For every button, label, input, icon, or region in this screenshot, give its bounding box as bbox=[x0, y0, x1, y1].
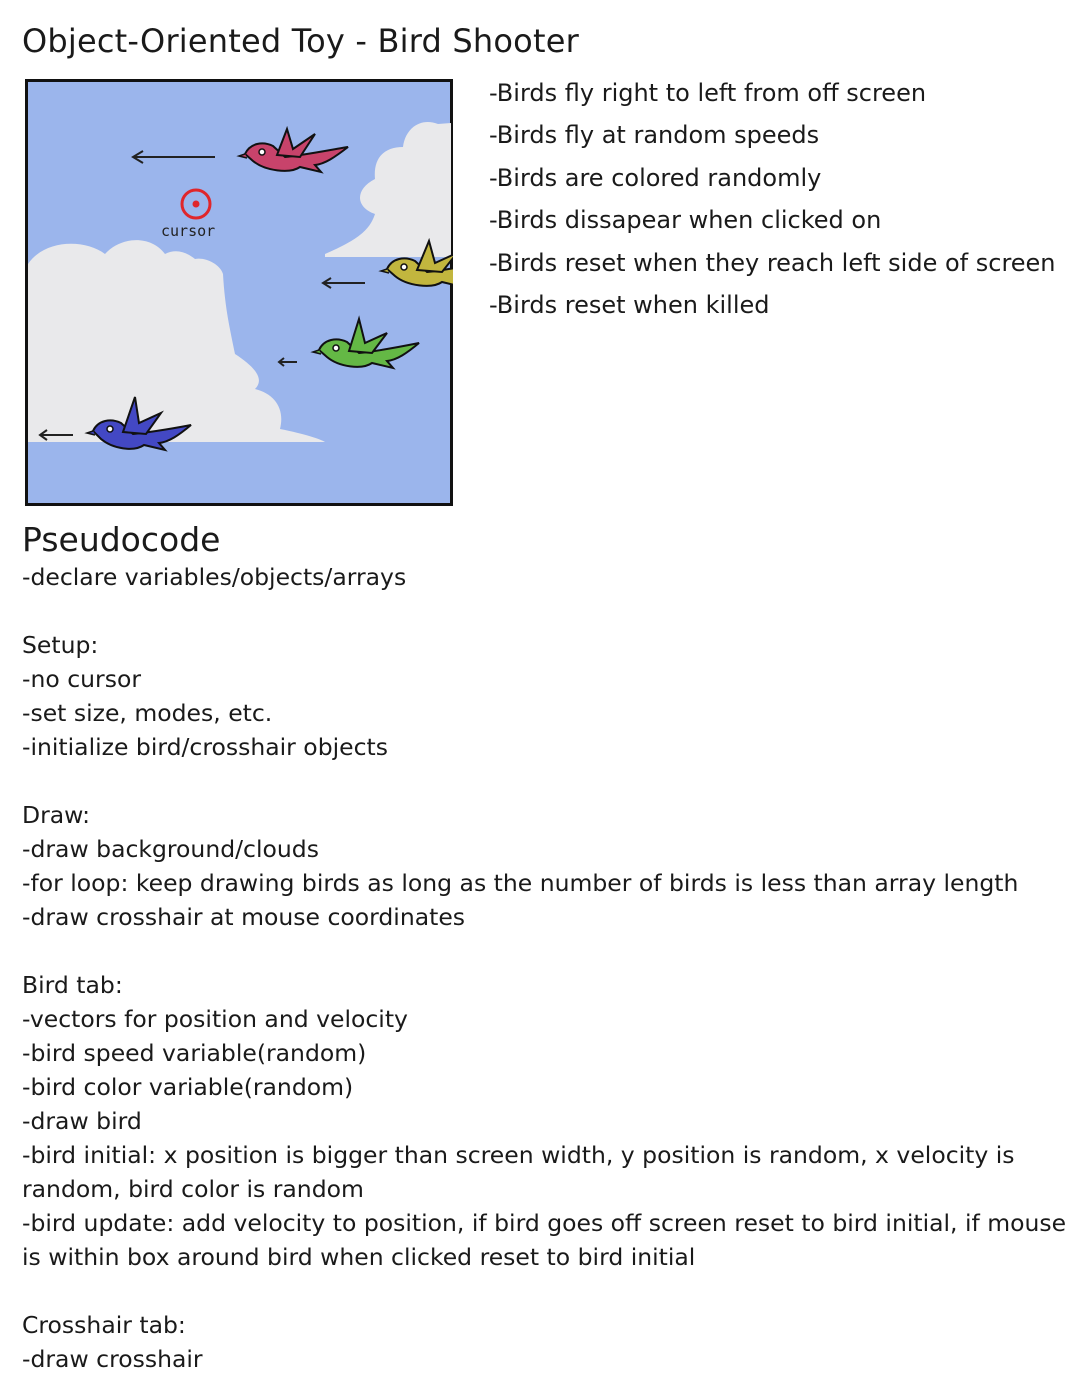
bird-tab-line: -bird initial: x position is bigger than screen width, y position is random, x velocity is random, bird color is random bbox=[22, 1141, 1015, 1203]
feature-item: -Birds dissapear when clicked on bbox=[489, 206, 882, 235]
bird-tab-line: -draw bird bbox=[22, 1107, 142, 1135]
bird-tab-line: -bird speed variable(random) bbox=[22, 1039, 367, 1067]
feature-list bbox=[489, 72, 1056, 326]
pseudocode-body bbox=[22, 560, 1072, 1376]
bird-tab-heading: Bird tab: bbox=[22, 971, 123, 999]
feature-item: -Birds fly at random speeds bbox=[489, 121, 820, 150]
setup-line: -initialize bird/crosshair objects bbox=[22, 733, 388, 761]
feature-item: -Birds are colored randomly bbox=[489, 163, 822, 192]
setup-line: -no cursor bbox=[22, 665, 141, 693]
cursor-label: cursor bbox=[161, 222, 216, 240]
pseudocode-heading: Pseudocode bbox=[22, 520, 221, 559]
draw-heading: Draw: bbox=[22, 801, 91, 829]
bird-shooter-sketch bbox=[25, 79, 453, 506]
bird-tab-line: -bird color variable(random) bbox=[22, 1073, 354, 1101]
crosshair-tab-heading: Crosshair tab: bbox=[22, 1311, 186, 1339]
draw-line: -draw crosshair at mouse coordinates bbox=[22, 903, 466, 931]
pseudocode-intro: -declare variables/objects/arrays bbox=[22, 563, 407, 591]
feature-item: -Birds reset when killed bbox=[489, 291, 770, 320]
crosshair-tab-line: -draw crosshair bbox=[22, 1345, 203, 1373]
draw-line: -for loop: keep drawing birds as long as the number of birds is less than array length bbox=[22, 869, 1019, 897]
bird-tab-line: -bird update: add velocity to position, if bird goes off screen reset to bird initial, if mouse is within box around bird when clicked reset to bird initial bbox=[22, 1209, 1067, 1271]
feature-item: -Birds fly right to left from off screen bbox=[489, 79, 927, 107]
feature-item: -Birds reset when they reach left side of screen bbox=[489, 248, 1056, 277]
draw-line: -draw background/clouds bbox=[22, 835, 319, 863]
setup-heading: Setup: bbox=[22, 631, 99, 659]
setup-line: -set size, modes, etc. bbox=[22, 699, 273, 727]
page-title: Object-Oriented Toy - Bird Shooter bbox=[22, 22, 579, 60]
bird-tab-line: -vectors for position and velocity bbox=[22, 1005, 408, 1033]
